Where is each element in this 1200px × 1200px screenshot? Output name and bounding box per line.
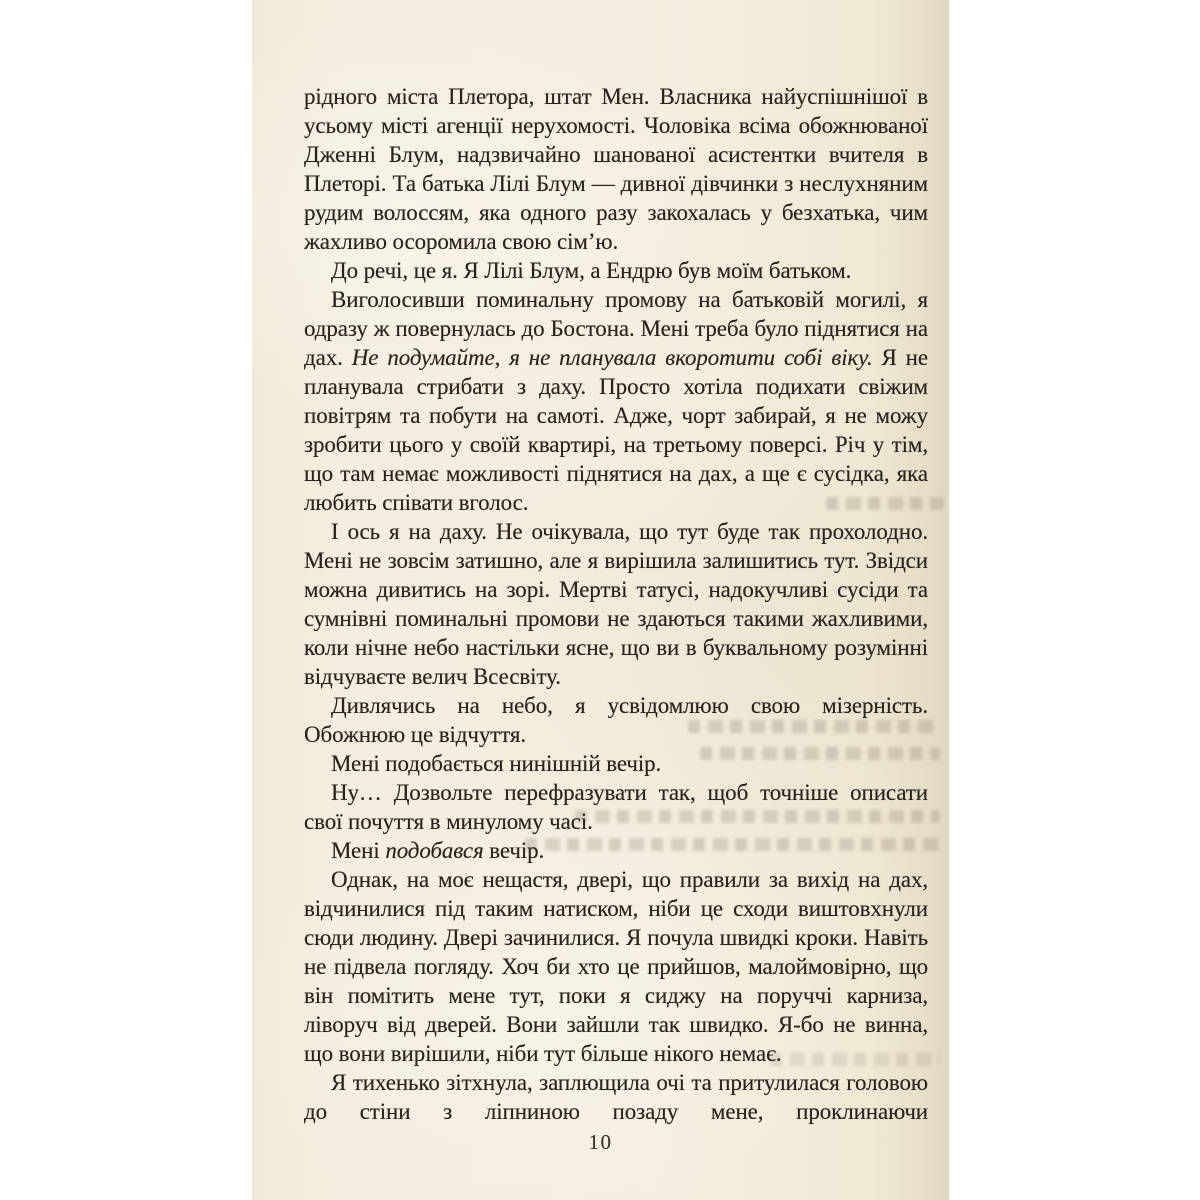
paragraph [304,517,928,691]
text-segment: Ну… Дозвольте перефразувати так, щоб точніше описати свої почуття в минулому часі. [304,780,928,834]
italic-text-segment: подобався [385,838,484,863]
paragraph [304,256,928,285]
italic-text-segment: Не подумайте, я не планувала вкоротити собі віку. [351,345,873,370]
page-number: 10 [588,1130,613,1154]
paragraph [304,691,928,749]
text-segment: Однак, на моє нещастя, двері, що правили за вихід на дах, відчинилися під таким натиском, ніби це сходи виштовхнули сюди людину. Двері зачинилися. Я почула швидкі кроки. Навіть не підвела погляду. Хоч би хто це прийшов, малоймовірно, що він помітить мене тут, поки я сиджу на поруччі карниза, ліворуч від дверей. Вони зайшли так швидко. Я-бо не винна, що вони вирішили, ніби тут більше нікого немає. [304,867,928,1066]
text-segment: Дивлячись на небо, я усвідомлюю свою мізерність. Обожнюю це відчуття. [304,693,928,747]
text-segment: вечір. [483,838,545,863]
text-segment: І ось я на даху. Не очікувала, що тут буде так прохолодно. Мені не зовсім затишно, але я вирішила залишитись тут. Звідси можна дивитись на зорі. Мертві татусі, надокучливі сусіди та сумнівні поминальні промови не здаються такими жахливими, коли нічне небо настільки ясне, що ви в буквальному розумінні відчуваєте велич Всесвіту. [304,519,928,689]
paragraph [304,865,928,1068]
paragraph [304,778,928,836]
book-page [252,0,949,1200]
text-segment: Я не планувала стрибати з даху. Просто хотіла подихати свіжим повітрям та побути на самоті. Адже, чорт забирай, я не можу зробити цього у своїй квартирі, на третьому поверсі. Річ у тім, що там немає можливості піднятися на дах, а ще є сусідка, яка любить співати вголос. [304,345,928,515]
paragraph [304,82,928,256]
text-segment: До речі, це я. Я Лілі Блум, а Ендрю був моїм батьком. [331,258,852,283]
text-segment: рідного міста Плетора, штат Мен. Власника найуспішнішої в усьому місті агенції нерухомості. Чоловіка всіма обожнюваної Дженні Блум, надзвичайно шанованої асистентки вчителя в Плеторі. Та батька Лілі Блум — дивної дівчинки з неслухняним рудим волоссям, яка одного разу закохалась у безхатька, чим жахливо осоромила свою сім’ю. [304,84,928,254]
text-segment: Я тихенько зітхнула, заплющила очі та притулилася головою до стіни з ліпниною позаду мене, проклинаючи [304,1070,928,1124]
text-segment: Виголосивши поминальну промову на батьковій могилі, я одразу ж повернулась до Бостона. Мені треба було піднятися на дах. [304,287,928,370]
paragraph [304,836,928,865]
paragraph [304,285,928,517]
paragraph [304,1068,928,1126]
text-segment: Мені [331,838,386,863]
paragraph [304,749,928,778]
text-segment: Мені подобається нинішній вечір. [331,751,662,776]
text-block [304,82,928,1130]
